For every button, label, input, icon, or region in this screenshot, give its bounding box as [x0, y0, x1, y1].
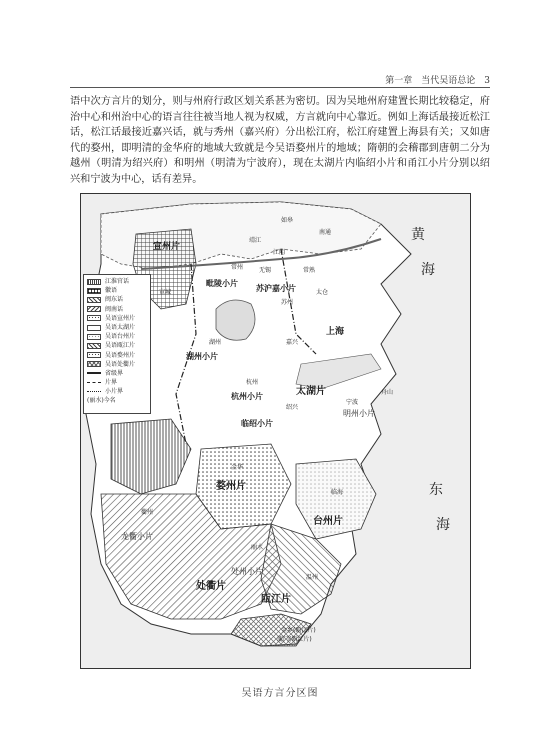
legend-swatch: [87, 297, 101, 303]
district-label-shanghai: 上海: [326, 327, 345, 337]
legend-swatch: [87, 325, 101, 331]
legend-item: [87, 286, 147, 295]
city-label: 杭州: [246, 379, 259, 386]
city-label: 临海: [331, 489, 344, 496]
legend-item: [87, 341, 147, 350]
district-label-wuzhou: 婺州片: [216, 481, 246, 492]
city-label: 温州: [306, 574, 319, 581]
body-paragraph: 语中次方言片的划分，则与州府行政区划关系甚为密切。因为吴地州府建置长期比较稳定，府治中心和州治中心的语言往往被当地人视为权威，方言就向中心靠近。例如上海话最接近松江话，松江话最接近嘉兴话，就与秀州（嘉兴府）分出松江府，松江府建置上海县有关；又如唐代的婺州，即明清的金华府的地域大致就是今吴语婺州片的地域；隋朝的会稽郡到唐朝二分为越州（明清为绍兴府）和明州（明清为宁波府），现在太湖片内临绍小片和甬江小片分别以绍兴和宁波为中心，话有差异。: [70, 96, 490, 185]
legend-swatch: [87, 334, 101, 340]
legend-item: [87, 369, 147, 378]
district-label-xuanzhou: 宣州片: [153, 242, 181, 252]
city-label: 苏州: [281, 299, 294, 306]
sea-label-2: 海: [421, 262, 435, 278]
city-label: 嘉兴: [286, 339, 299, 346]
city-label: 金华: [231, 464, 244, 471]
legend-swatch: [87, 361, 101, 367]
legend-label: 吴语台州片: [105, 333, 136, 341]
legend-label: 闽南话: [105, 305, 124, 313]
city-label: 宁波: [346, 399, 359, 406]
legend-item: [87, 277, 147, 286]
legend-label: 吴语太湖片: [105, 323, 136, 331]
legend-label: (丽水)今名: [87, 397, 116, 405]
legend-swatch: [87, 391, 101, 392]
district-label-taizhou: 台州片: [313, 516, 343, 527]
city-label: 衢州: [141, 509, 154, 516]
legend-item: [87, 314, 147, 323]
city-label: 太仓: [316, 289, 329, 296]
map-svg: [81, 194, 470, 668]
district-label-taihu: 太湖片: [296, 386, 326, 397]
body-text: [70, 94, 490, 188]
legend-swatch: [87, 279, 101, 285]
city-label: 舟山: [381, 389, 394, 396]
city-label: 绍兴: [286, 404, 299, 411]
district-label-chuzhou: 处州小片: [231, 567, 263, 576]
district-label-suhujia: 苏沪嘉小片: [256, 284, 296, 293]
legend-swatch: [87, 343, 101, 349]
legend-swatch: [87, 382, 101, 383]
dialect-map: [80, 193, 471, 669]
legend-item: [87, 305, 147, 314]
district-label-chuqu: 处衢片: [196, 581, 226, 592]
city-label: 蒲门(瓯江片): [277, 636, 312, 643]
district-label-longqu: 龙衢小片: [121, 532, 153, 541]
city-label: 金乡(瓯江片): [281, 627, 316, 634]
city-label: 常熟: [303, 267, 316, 274]
city-label: 常州: [231, 264, 244, 271]
header-rule: [70, 87, 490, 88]
legend-label: 徽语: [105, 287, 118, 295]
city-label: 南通: [319, 229, 332, 236]
district-label-piling: 毗陵小片: [206, 279, 238, 288]
city-label: 湖州: [209, 339, 222, 346]
legend-label: 片界: [105, 379, 118, 387]
city-label: 宣城: [159, 289, 172, 296]
district-label-oujiang: 瓯江片: [261, 594, 291, 605]
legend-label: 吴语瓯江片: [105, 342, 136, 350]
legend-item: [87, 332, 147, 341]
city-label: 江阴: [273, 249, 286, 256]
map-legend: [83, 274, 151, 414]
sea-label-3: 东: [429, 482, 443, 498]
legend-item: [87, 295, 147, 304]
sea-label-1: 黄: [411, 227, 425, 243]
legend-item: [87, 378, 147, 387]
taihu-lake: [216, 300, 255, 340]
city-label: 无锡: [259, 267, 272, 274]
city-label: 丽水: [251, 544, 264, 551]
district-label-mingzhou: 明州小片: [343, 409, 375, 418]
legend-swatch: [87, 372, 101, 374]
legend-label: 吴语处衢片: [105, 360, 136, 368]
legend-label: 省级界: [105, 369, 124, 377]
legend-label: 闽东话: [105, 296, 124, 304]
legend-label: 小片界: [105, 388, 124, 396]
legend-item: [87, 323, 147, 332]
legend-item: [87, 351, 147, 360]
legend-item: [87, 387, 147, 396]
district-label-hangzhou: 杭州小片: [231, 392, 263, 401]
legend-item: [87, 360, 147, 369]
legend-swatch: [87, 306, 101, 312]
city-label: 如皋: [281, 217, 294, 224]
running-head: 第一章 当代吴语总论 3: [385, 76, 490, 86]
legend-label: 吴语宣州片: [105, 314, 136, 322]
legend-label: 吴语婺州片: [105, 351, 136, 359]
figure-caption: 吴语方言分区图: [241, 688, 319, 699]
city-label: 靖江: [249, 237, 262, 244]
legend-swatch: [87, 352, 101, 358]
sea-label-4: 海: [436, 517, 450, 533]
district-label-linshao: 临绍小片: [241, 419, 273, 428]
legend-swatch: [87, 288, 101, 294]
legend-item: [87, 396, 147, 405]
legend-label: 江淮官话: [105, 278, 130, 285]
district-label-huzhou: 湖州小片: [186, 352, 218, 361]
legend-swatch: [87, 315, 101, 321]
